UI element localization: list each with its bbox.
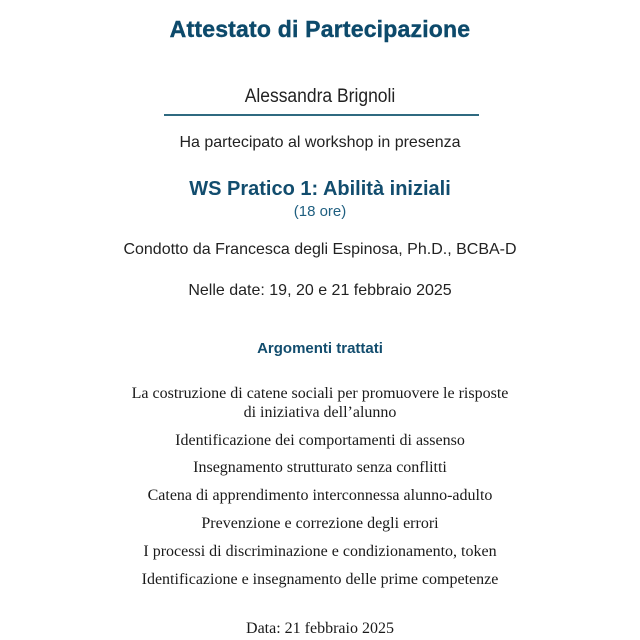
topics-heading: Argomenti trattati: [257, 340, 383, 357]
topic-item-1-line-2: di iniziativa dell’alunno: [243, 404, 397, 421]
topic-item-2: Identificazione dei comportamenti di assenso: [175, 432, 465, 449]
topic-item-5: Prevenzione e correzione degli errori: [201, 515, 439, 532]
topic-item-1-line-1: La costruzione di catene sociali per promuovere le risposte: [131, 385, 509, 402]
recipient-name: Alessandra Brignoli: [244, 86, 396, 107]
recipient-underline: [164, 114, 479, 116]
workshop-hours: (18 ore): [293, 203, 347, 220]
topic-item-4: Catena di apprendimento interconnessa alunno-adulto: [147, 487, 493, 504]
topic-item-3: Insegnamento strutturato senza conflitti: [193, 459, 447, 476]
conducted-by: Condotto da Francesca degli Espinosa, Ph.D., BCBA-D: [123, 241, 517, 258]
workshop-dates: Nelle date: 19, 20 e 21 febbraio 2025: [188, 282, 452, 299]
topic-item-7: Identificazione e insegnamento delle prime competenze: [141, 571, 499, 588]
issue-date: Data: 21 febbraio 2025: [246, 620, 394, 637]
participation-text: Ha partecipato al workshop in presenza: [179, 134, 461, 151]
certificate-title: Attestato di Partecipazione: [169, 16, 471, 42]
topic-item-6: I processi di discriminazione e condizionamento, token: [143, 543, 497, 560]
workshop-title: WS Pratico 1: Abilità iniziali: [189, 178, 451, 200]
